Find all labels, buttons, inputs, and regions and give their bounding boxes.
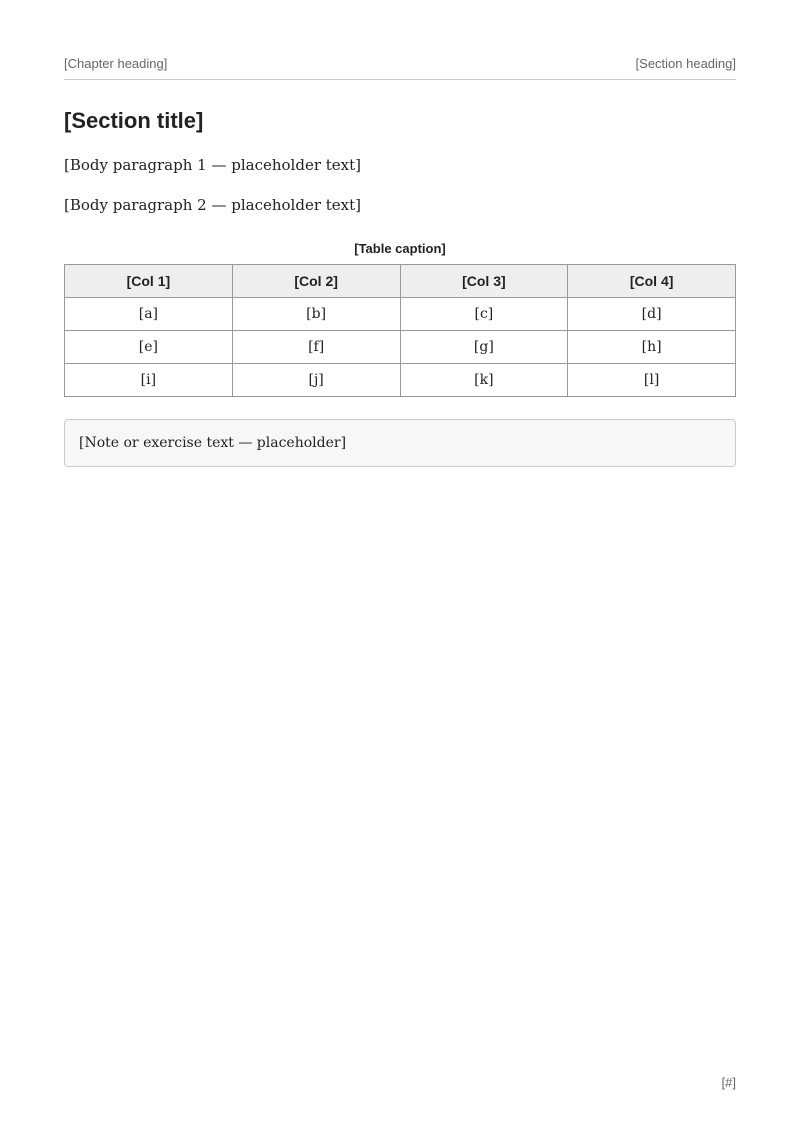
table-cell: [c] — [400, 297, 568, 330]
table-header-cell: [Col 2] — [232, 264, 400, 297]
table-row — [65, 363, 736, 396]
running-head-left: [Chapter heading] — [64, 56, 168, 71]
table-cell: [b] — [232, 297, 400, 330]
table-cell: [d] — [568, 297, 736, 330]
table-cell: [e] — [65, 330, 233, 363]
table-header-row — [65, 264, 736, 297]
body-paragraph: [Body paragraph 1 — placeholder text] — [64, 156, 362, 174]
table-header-cell: [Col 1] — [65, 264, 233, 297]
note-box — [64, 419, 736, 467]
table-cell: [k] — [400, 363, 568, 396]
table-header-cell: [Col 3] — [400, 264, 568, 297]
data-table — [64, 264, 736, 397]
table-cell: [i] — [65, 363, 233, 396]
table-cell: [a] — [65, 297, 233, 330]
table-cell: [g] — [400, 330, 568, 363]
table-cell: [h] — [568, 330, 736, 363]
page-number: [#] — [721, 1075, 736, 1090]
running-head — [64, 56, 736, 80]
running-head-right: [Section heading] — [635, 56, 736, 71]
table-row — [65, 330, 736, 363]
table-cell: [j] — [232, 363, 400, 396]
note-text: [Note or exercise text — placeholder] — [79, 434, 347, 451]
table-row — [65, 297, 736, 330]
table-caption: [Table caption] — [354, 240, 446, 256]
body-paragraph: [Body paragraph 2 — placeholder text] — [64, 196, 362, 215]
table-header-cell: [Col 4] — [568, 264, 736, 297]
table-cell: [l] — [568, 363, 736, 396]
table-cell: [f] — [232, 330, 400, 363]
section-title: [Section title] — [64, 108, 204, 133]
